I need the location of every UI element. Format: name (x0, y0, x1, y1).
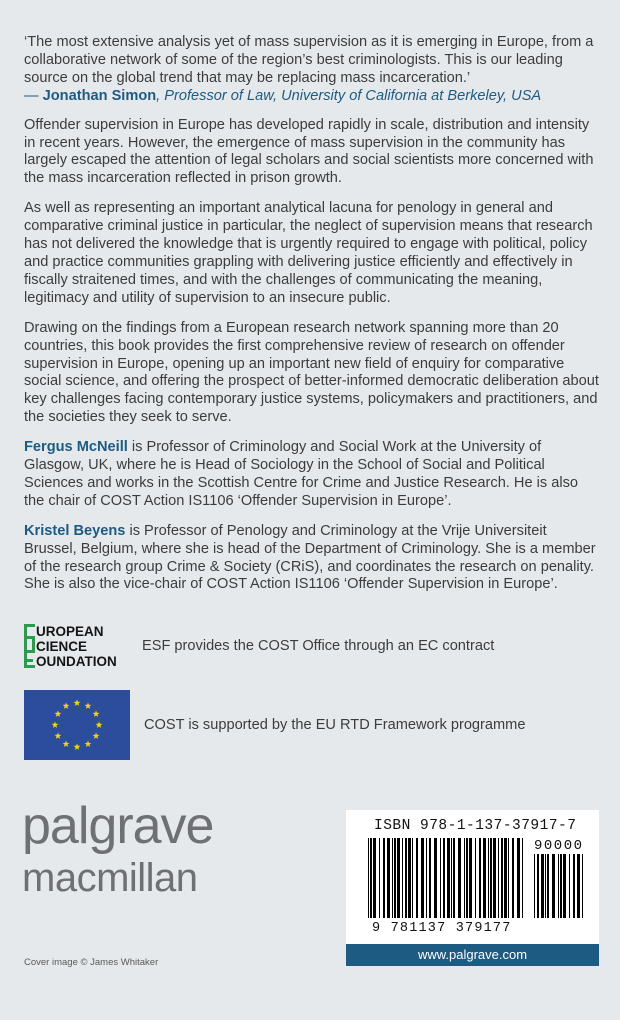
price-addon: 90000 (534, 838, 584, 854)
eu-star-icon (55, 710, 62, 717)
author-bio (24, 523, 600, 595)
publisher-name-line1: palgrave (22, 797, 214, 855)
eu-star-icon (74, 743, 81, 750)
esf-credit (24, 622, 494, 670)
endorsement-quote (24, 34, 600, 106)
author-bio (24, 439, 600, 511)
quote-affiliation: , Professor of Law, University of California at Berkeley, USA (156, 87, 542, 104)
quote-dash: — (24, 87, 43, 104)
eu-star-icon (93, 732, 100, 739)
svg-text:CIENCE: CIENCE (36, 639, 88, 654)
publisher-name-line2: macmillan (22, 856, 198, 900)
author-name: Fergus McNeill (24, 439, 128, 456)
eu-star-icon (96, 721, 103, 728)
eu-star-icon (93, 710, 100, 717)
esf-caption: ESF provides the COST Office through an EC contract (142, 638, 495, 654)
description-paragraph: As well as representing an important analytical lacuna for penology in general and comparative criminal justice in particular, the neglect of supervision means that research has not delivered the knowledge that is urgently required to engage with political, policy and practice communities grappling with delivering justice efficiently and effectively in fiscally straitened times, and with the challenges of communicating the meaning, legitimacy and utility of supervision to an insecure public. (24, 200, 593, 306)
eu-star-icon (63, 702, 70, 709)
isbn-barcode (346, 810, 599, 944)
author-name: Kristel Beyens (24, 522, 126, 539)
isbn-label: ISBN 978-1-137-37917-7 (374, 818, 577, 834)
svg-text:UROPEAN: UROPEAN (36, 624, 104, 639)
eu-star-icon (85, 740, 92, 747)
eu-star-icon (74, 699, 81, 706)
quote-text: ‘The most extensive analysis yet of mass supervision as it is emerging in Europe, from a collaborative network of some of the region’s best criminologists. This is our leading source on the global trend that may be replacing mass incarceration.’ (24, 34, 594, 86)
esf-logo (24, 622, 132, 670)
description-paragraph: Drawing on the findings from a European research network spanning more than 20 countries, this book provides the first comprehensive review of research on offender supervision in Europe, opening up an important new field of enquiry for comparative social science, and offering the prospect of better-informed democratic deliberation about key challenges facing contemporary justice systems, policymakers and practitioners, and the societies they seek to serve. (24, 319, 599, 426)
description-paragraph: Offender supervision in Europe has developed rapidly in scale, distribution and intensity in recent years. However, the emergence of mass supervision in the community has largely escaped the attention of legal scholars and social scientists more concerned with the mass incarceration reflected in prison growth. (24, 116, 594, 187)
cost-credit (24, 690, 525, 760)
eu-star-icon (85, 702, 92, 709)
publisher-logo (22, 797, 214, 900)
quote-author: Jonathan Simon (42, 87, 157, 104)
eu-star-icon (55, 732, 62, 739)
back-cover-text (24, 34, 600, 606)
ean-digits: 9 781137 379177 (372, 921, 512, 936)
cost-caption: COST is supported by the EU RTD Framework programme (144, 717, 526, 733)
cover-image-credit: Cover image © James Whitaker (24, 957, 159, 968)
eu-star-icon (63, 740, 70, 747)
eu-flag-icon (24, 690, 130, 760)
author-bio-text: is Professor of Penology and Criminology at the Vrije Universiteit Brussel, Belgium, where she is head of the Department of Criminology. She is a member of the research group Crime & Society (CRiS), and coordinates the research on penality. She is also the vice-chair of COST Action IS1106 ‘Offender Supervision in Europe’. (24, 522, 596, 593)
author-bio-text: is Professor of Criminology and Social Work at the University of Glasgow, UK, where he is Head of Sociology in the School of Social and Political Sciences and works in the Scottish Centre for Crime and Justice Research. He is also the chair of COST Action IS1106 ‘Offender Supervision in Europe’. (24, 439, 578, 509)
quote-attribution (24, 88, 600, 106)
eu-star-icon (52, 721, 59, 728)
svg-text:OUNDATION: OUNDATION (36, 654, 117, 669)
publisher-website[interactable]: www.palgrave.com (346, 944, 599, 966)
